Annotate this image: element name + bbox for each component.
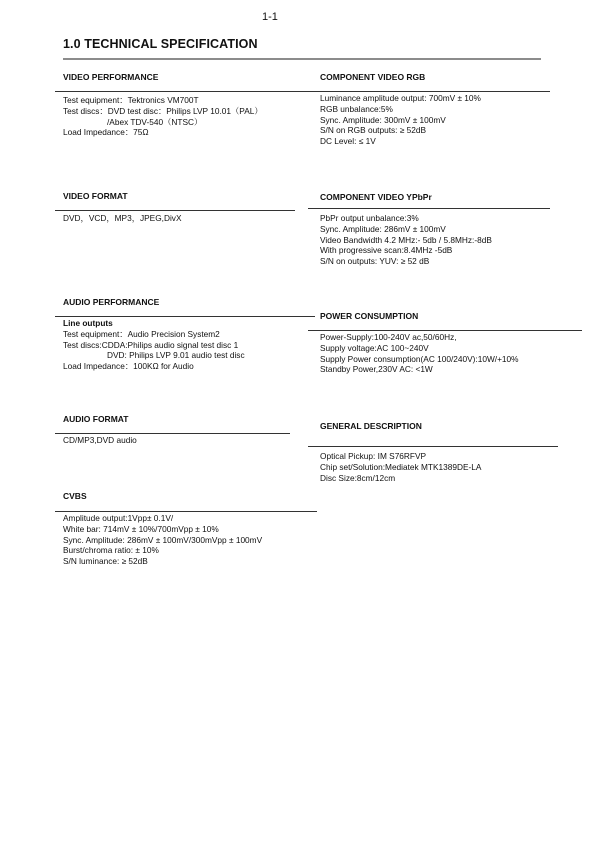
- video-performance-rule: [55, 91, 315, 92]
- spec-line: S/N luminance: ≥ 52dB: [63, 556, 148, 567]
- spec-line: PbPr output unbalance:3%: [320, 213, 419, 223]
- spec-line: Chip set/Solution:Mediatek MTK1389DE-LA: [320, 461, 482, 472]
- spec-line: S/N on RGB outputs: ≥ 52dB: [320, 125, 427, 136]
- spec-line: Burst/chroma ratio: ± 10%: [63, 545, 159, 556]
- audio-performance-body: [63, 318, 245, 372]
- audio-format-heading: AUDIO FORMAT: [63, 414, 129, 424]
- page-title: 1.0 TECHNICAL SPECIFICATION: [63, 37, 258, 51]
- spec-line: CD/MP3,DVD audio: [63, 435, 137, 445]
- page-number: 1-1: [262, 11, 278, 23]
- spec-line: Amplitude output:1Vpp± 0.1V/: [63, 513, 174, 523]
- video-format-heading: VIDEO FORMAT: [63, 191, 128, 201]
- video-performance-body: [63, 95, 263, 138]
- spec-line: /Abex TDV-540（NTSC）: [107, 116, 203, 127]
- cvbs-heading: CVBS: [63, 491, 87, 501]
- video-format-rule: [55, 210, 295, 211]
- spec-line: Sync. Amplitude: 286mV ± 100mV/300mVpp ± 100mV: [63, 534, 263, 545]
- video-performance-heading: VIDEO PERFORMANCE: [63, 72, 159, 82]
- spec-line: Sync. Amplitude: 300mV ± 100mV: [320, 114, 446, 125]
- cvbs-rule: [55, 511, 317, 512]
- general-description-heading: GENERAL DESCRIPTION: [320, 421, 422, 431]
- general-description-body: [320, 451, 481, 483]
- audio-performance-rule: [55, 316, 315, 317]
- spec-line: Test discs：DVD test disc：Philips LVP 10.01（PAL）: [63, 105, 263, 116]
- spec-line: DVD: Philips LVP 9.01 audio test disc: [107, 350, 245, 361]
- spec-line: Test discs:CDDA:Philips audio signal test disc 1: [63, 339, 239, 350]
- spec-line: S/N on outputs: YUV: ≥ 52 dB: [320, 256, 430, 267]
- spec-line: With progressive scan:8.4MHz -5dB: [320, 245, 453, 256]
- line-outputs-subheading: Line outputs: [63, 318, 113, 328]
- spec-line: Standby Power,230V AC: <1W: [320, 364, 433, 375]
- power-consumption-heading: POWER CONSUMPTION: [320, 311, 419, 321]
- video-format-body: [63, 213, 181, 224]
- component-ypbpr-heading: COMPONENT VIDEO YPbPr: [320, 192, 432, 202]
- audio-format-rule: [55, 433, 290, 434]
- component-rgb-rule: [308, 91, 550, 92]
- audio-performance-heading: AUDIO PERFORMANCE: [63, 297, 160, 307]
- title-divider: [63, 58, 541, 60]
- component-rgb-heading: COMPONENT VIDEO RGB: [320, 72, 426, 82]
- spec-line: DVD，VCD，MP3，JPEG,DivX: [63, 213, 182, 223]
- cvbs-body: [63, 513, 262, 567]
- spec-line: Supply voltage:AC 100~240V: [320, 342, 429, 353]
- power-consumption-rule: [308, 330, 582, 331]
- spec-line: Video Bandwidth 4.2 MHz:- 5db / 5.8MHz:-8dB: [320, 234, 492, 245]
- spec-line: Luminance amplitude output: 700mV ± 10%: [320, 93, 481, 103]
- audio-format-body: [63, 435, 137, 446]
- spec-line: Load Impedance：100KΩ for Audio: [63, 361, 194, 372]
- spec-line: Optical Pickup: IM S76RFVP: [320, 451, 427, 461]
- spec-line: Supply Power consumption(AC 100/240V):10W/+10%: [320, 353, 519, 364]
- power-consumption-body: [320, 332, 519, 375]
- spec-line: DC Level: ≤ 1V: [320, 136, 376, 147]
- spec-line: Test equipment：Tektronics VM700T: [63, 95, 199, 105]
- spec-line: Test equipment：Audio Precision System2: [63, 328, 220, 339]
- spec-line: Power-Supply:100-240V ac,50/60Hz,: [320, 332, 457, 342]
- component-ypbpr-rule: [308, 208, 550, 209]
- spec-line: Sync. Amplitude: 286mV ± 100mV: [320, 223, 446, 234]
- spec-line: Disc Size:8cm/12cm: [320, 472, 396, 483]
- spec-line: White bar: 714mV ± 10%/700mVpp ± 10%: [63, 523, 219, 534]
- component-ypbpr-body: [320, 213, 492, 267]
- spec-line: RGB unbalance:5%: [320, 103, 393, 114]
- general-description-rule: [308, 446, 558, 447]
- spec-line: Load Impedance：75Ω: [63, 127, 149, 138]
- component-rgb-body: [320, 93, 481, 147]
